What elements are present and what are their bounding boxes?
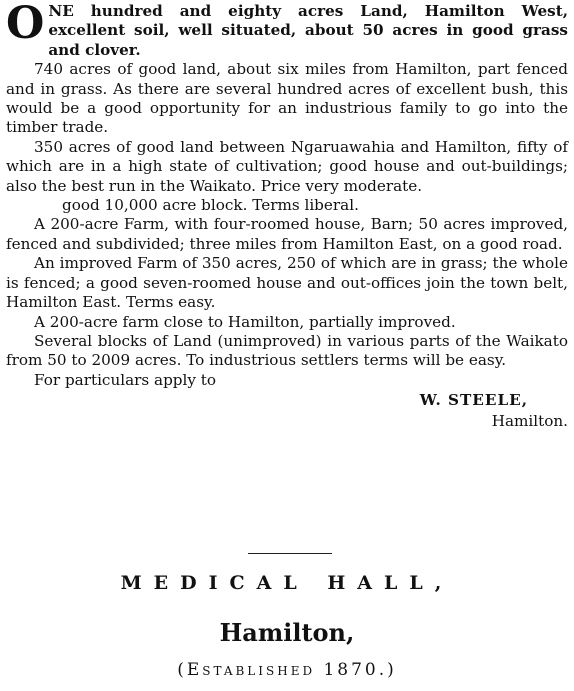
drop-cap: O: [6, 0, 45, 49]
lead-paragraph: [6, 2, 568, 60]
listing-paragraph: An improved Farm of 350 acres, 250 of which are in grass; the whole is fenced; a good seven-roomed house and out-offices join the town belt, Hamilton East. Terms easy.: [6, 254, 568, 312]
listing-paragraph: 740 acres of good land, about six miles from Hamilton, part fenced and in grass. As there are several hundred acres of excellent bush, this would be a good opportunity for an industrious family to go into the timber trade.: [6, 60, 568, 137]
listing-paragraph: Several blocks of Land (unimproved) in various parts of the Waikato from 50 to 2009 acres. To industrious settlers terms will be easy.: [6, 331, 568, 370]
signature-block: [6, 390, 568, 432]
medical-hall-heading: MEDICAL HALL,: [120, 572, 454, 594]
contact-line: For particulars apply to: [34, 370, 217, 389]
listing-paragraph: A 200-acre Farm, with four-roomed house, Barn; 50 acres improved, fenced and subdivided; three miles from Hamilton East, on a good road.: [6, 215, 568, 253]
listing-paragraph: good 10,000 acre block. Terms liberal.: [62, 196, 359, 215]
land-sale-advertisement: [6, 2, 568, 432]
signature-town: Hamilton.: [491, 412, 568, 431]
lead-text: NE hundred and eighty acres Land, Hamilton West, excellent soil, well situated, about 50 acres in good grass and clover.: [48, 2, 568, 59]
listing-paragraph: A 200-acre farm close to Hamilton, partially improved.: [34, 312, 456, 331]
medical-hall-established: (Established 1870.): [177, 660, 397, 680]
section-divider: [248, 553, 332, 554]
signature-name: W. STEELE,: [419, 391, 528, 410]
listing-paragraph: 350 acres of good land between Ngaruawahia and Hamilton, fifty of which are in a high state of cultivation; good house and out-buildings; also the best run in the Waikato. Price very moderate.: [6, 137, 568, 195]
medical-hall-town: Hamilton,: [219, 618, 355, 647]
